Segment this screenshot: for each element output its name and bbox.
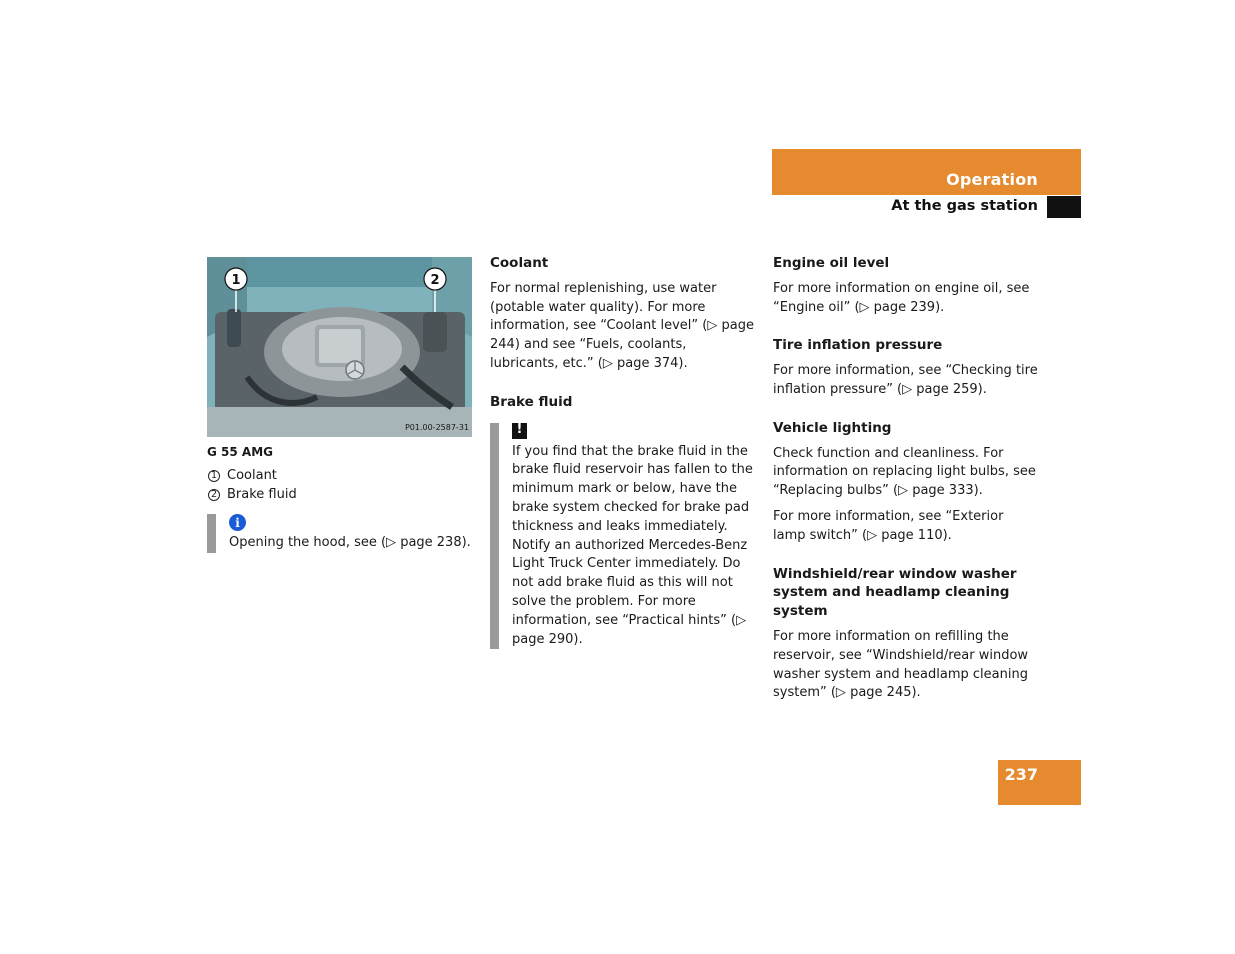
info-note-text: Opening the hood, see (▷ page 238). (229, 535, 471, 551)
coolant-text: For normal replenishing, use water (potable water quality). For more information, see “Coolant level” (▷ page 244) and see “Fuels, coolants, lubricants, etc.” (▷ page 374). (490, 280, 754, 371)
callout-1-label: 1 (231, 273, 241, 288)
tire-pressure-heading: Tire inflation pressure (773, 337, 943, 354)
callout-2-label: 2 (430, 273, 440, 288)
figure-code: P01.00-2587-31 (404, 423, 469, 432)
thumb-tab-marker (1047, 196, 1081, 218)
exterior-lamp-text: For more information, see “Exterior lamp switch” (▷ page 110). (773, 508, 1004, 543)
note-bar (207, 514, 216, 553)
legend-item-brake-fluid (207, 486, 473, 505)
engine-photo (207, 257, 472, 437)
note-bar (490, 423, 499, 650)
subsection-header: At the gas station (891, 198, 1038, 214)
engine-oil-heading: Engine oil level (773, 255, 890, 271)
page-number: 237 (998, 760, 1081, 805)
legend-item-coolant (207, 467, 473, 486)
washer-heading: Windshield/rear window washer system and headlamp cleaning system (773, 565, 1017, 620)
figure-caption: G 55 AMG (207, 445, 273, 459)
vehicle-lighting-heading: Vehicle lighting (773, 419, 892, 436)
brake-fluid-heading: Brake fluid (490, 393, 573, 410)
warning-note (490, 423, 756, 650)
section-header: Operation (772, 149, 1081, 195)
exclamation-icon: ! (512, 423, 527, 439)
legend-text: Coolant (227, 467, 277, 483)
info-icon: i (229, 514, 246, 531)
tire-pressure-text: For more information, see “Checking tire inflation pressure” (▷ page 259). (773, 363, 1038, 397)
washer-text: For more information on refilling the reservoir, see “Windshield/rear window washer system and headlamp cleaning system” (▷ page 245). (773, 628, 1029, 701)
column-2 (490, 254, 756, 649)
legend-number: 2 (208, 489, 220, 501)
column-3 (773, 254, 1039, 722)
warning-text: If you find that the brake fluid in the brake fluid reservoir has fallen to the minimum mark or below, have the brake system checked for brake pad thickness and leaks immediately. Notify an authorized Mercedes-Benz Light Truck Center immediately. Do not add brake fluid as this will not solve the problem. For more information, see “Practical hints” (▷ page 290). (512, 443, 753, 647)
legend-text: Brake fluid (227, 486, 297, 502)
engine-oil-text: For more information on engine oil, see “Engine oil” (▷ page 239). (773, 280, 1030, 315)
vehicle-lighting-text: Check function and cleanliness. For information on replacing light bulbs, see “Replacing bulbs” (▷ page 333). (773, 445, 1036, 499)
legend-number: 1 (208, 470, 220, 482)
info-note (207, 514, 473, 553)
coolant-heading: Coolant (490, 255, 549, 271)
column-1 (207, 254, 473, 553)
